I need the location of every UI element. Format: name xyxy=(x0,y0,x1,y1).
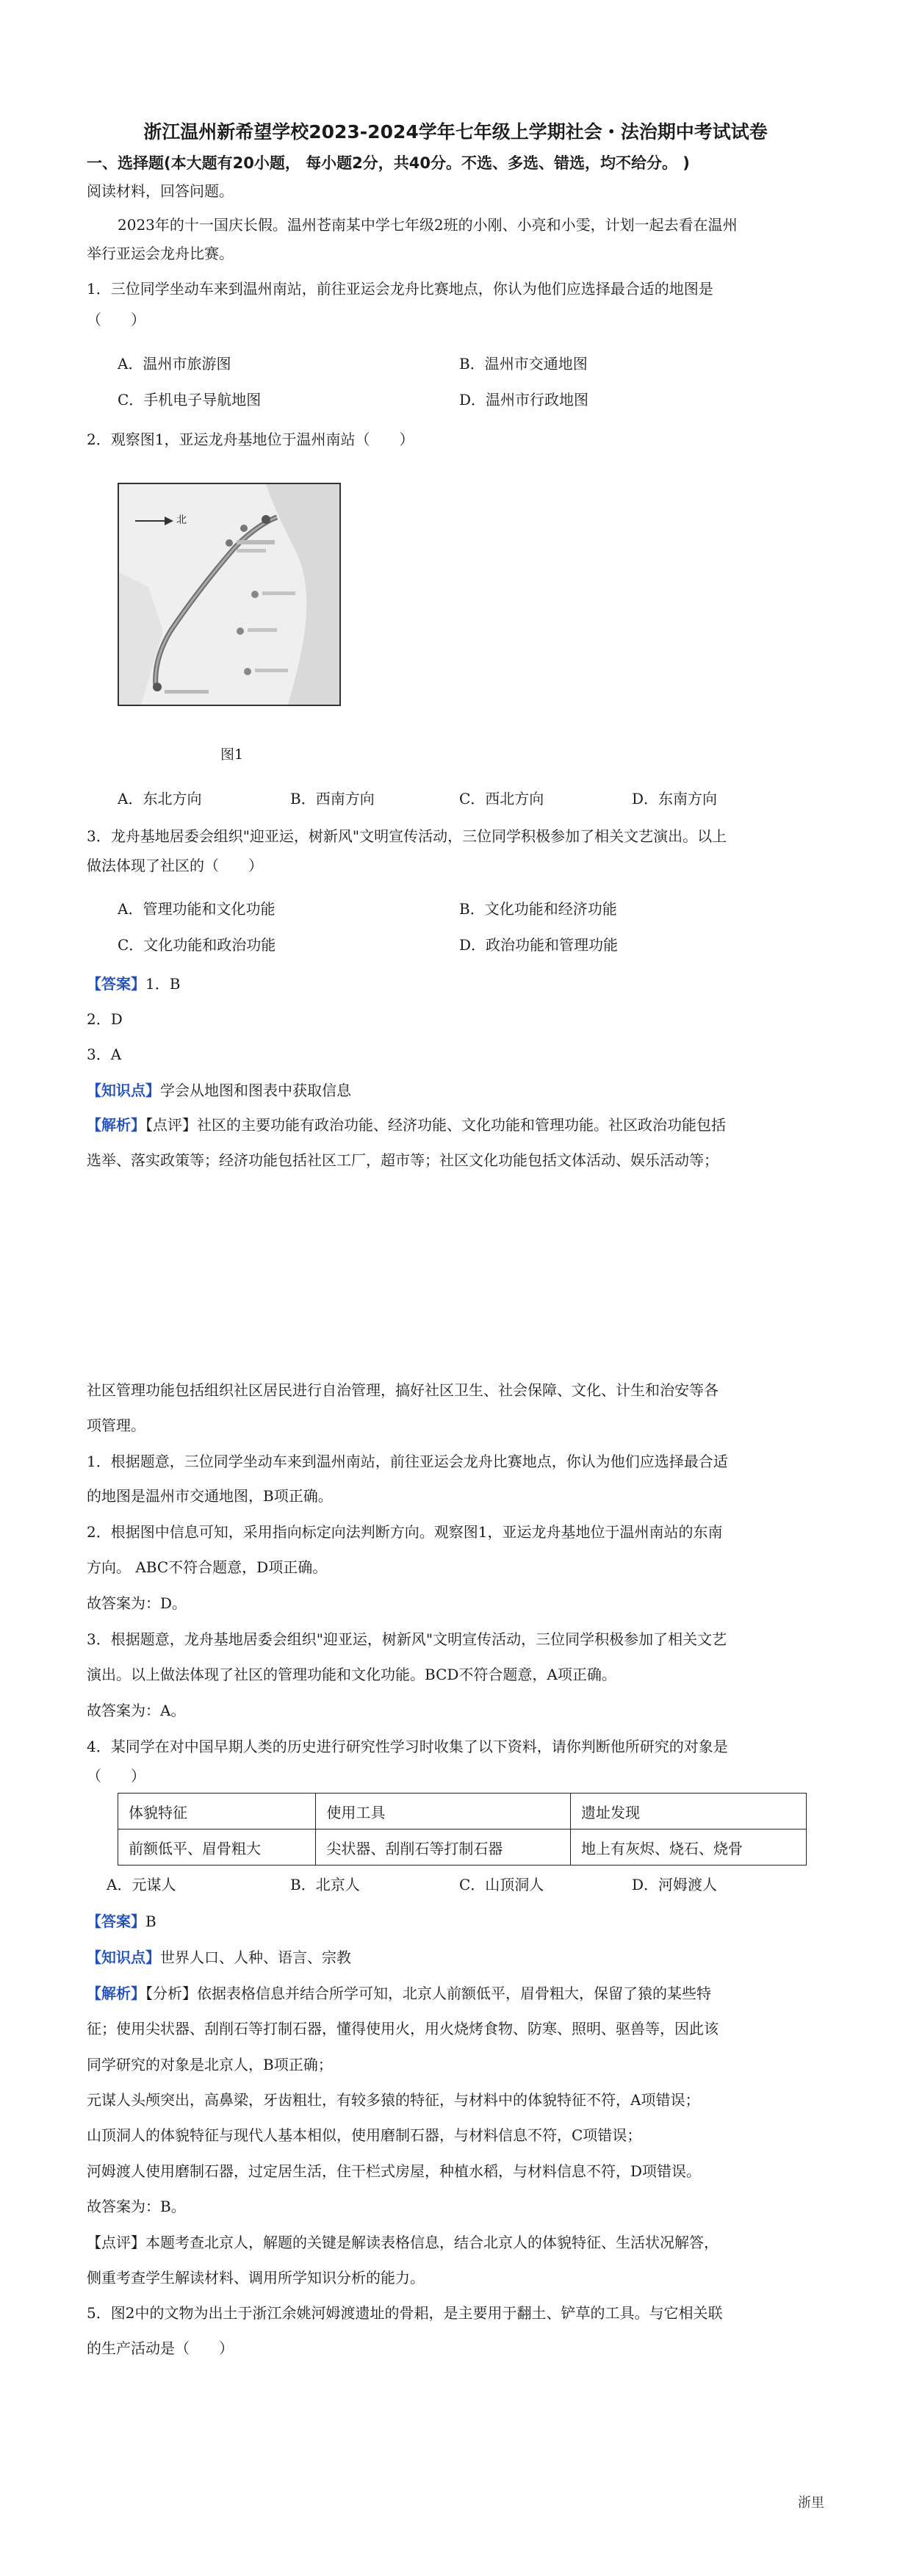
analysis-text: 同学研究的对象是北京人，B项正确； xyxy=(87,2056,333,2073)
intro-text: 阅读材料，回答问题。 xyxy=(87,182,234,200)
analysis-text: 元谋人头颅突出，高鼻梁，牙齿粗壮，有较多猿的特征，与材料中的体貌特征不符，A项错误； xyxy=(87,2091,700,2109)
knowledge-point-line xyxy=(87,1079,829,1101)
question-4: 4．某同学在对中国早期人类的历史进行研究性学习时收集了以下资料，请你判断他所研究的对象是 xyxy=(87,1738,728,1755)
analysis-line xyxy=(87,1114,829,1136)
analysis-line xyxy=(87,1982,829,2004)
analysis-label: 【解析】 xyxy=(87,1116,145,1134)
analysis-text: 河姆渡人使用磨制石器，过定居生活，住干栏式房屋，种植水稻，与材料信息不符，D项错误。 xyxy=(87,2162,702,2180)
knowledge-point-text: 学会从地图和图表中获取信息 xyxy=(160,1082,351,1099)
analysis-text: 社区管理功能包括组织社区居民进行自治管理，搞好社区卫生、社会保障、文化、计生和治安等各 xyxy=(87,1381,719,1399)
answer-3: 3．A xyxy=(87,1046,122,1063)
q3-option-a: A．管理功能和文化功能 xyxy=(118,900,276,918)
question-5: 的生产活动是（ ） xyxy=(87,2339,234,2357)
answer-2: 2．D xyxy=(87,1010,123,1028)
question-1-blank: （ ） xyxy=(87,311,145,328)
section-heading: 一、选择题(本大题有20小题， 每小题2分，共40分。不选、多选、错选，均不给分。 ) xyxy=(87,154,690,172)
q4-option-b: B．北京人 xyxy=(290,1876,360,1893)
explanation-3: 3．根据题意，龙舟基地居委会组织"迎亚运，树新风"文明宣传活动，三位同学积极参加了相关文艺 xyxy=(87,1630,727,1648)
question-1: 1．三位同学坐动车来到温州南站，前往亚运会龙舟比赛地点，你认为他们应选择最合适的地图是 xyxy=(87,280,713,298)
knowledge-point-text: 世界人口、人种、语言、宗教 xyxy=(160,1949,351,1966)
analysis-text: 山顶洞人的体貌特征与现代人基本相似，使用磨制石器，与材料信息不符，C项错误； xyxy=(87,2126,642,2144)
table-cell: 地上有灰烬、烧石、烧骨 xyxy=(571,1830,807,1866)
table-header-row xyxy=(118,1794,807,1830)
table-cell: 前额低平、眉骨粗大 xyxy=(118,1830,316,1866)
north-label: 北 xyxy=(176,514,187,526)
explanation-2: 方向。 ABC不符合题意，D项正确。 xyxy=(87,1558,328,1576)
material-text: 举行亚运会龙舟比赛。 xyxy=(87,245,234,262)
explanation-1: 1．根据题意，三位同学坐动车来到温州南站，前往亚运会龙舟比赛地点，你认为他们应选择最合适 xyxy=(87,1453,728,1470)
explanation-3: 演出。以上做法体现了社区的管理功能和文化功能。BCD不符合题意，A项正确。 xyxy=(87,1666,616,1683)
map-figure-1 xyxy=(118,483,341,706)
material-text: 2023年的十一国庆长假。温州苍南某中学七年级2班的小刚、小亮和小雯，计划一起去看在温州 xyxy=(118,216,738,234)
table-cell: 尖状器、刮削石等打制石器 xyxy=(316,1830,571,1866)
question-5: 5．图2中的文物为出土于浙江余姚河姆渡遗址的骨耜，是主要用于翻土、铲草的工具。与它相关联 xyxy=(87,2304,723,2322)
data-table xyxy=(118,1793,807,1866)
analysis-answer: 故答案为：B。 xyxy=(87,2198,186,2215)
q2-option-d: D．东南方向 xyxy=(632,790,718,807)
comment-text: 侧重考查学生解读材料、调用所学知识分析的能力。 xyxy=(87,2269,425,2287)
q1-option-b: B．温州市交通地图 xyxy=(459,355,588,373)
explanation-3-answer: 故答案为：A。 xyxy=(87,1702,186,1719)
table-cell: 遗址发现 xyxy=(571,1794,807,1830)
q2-option-a: A．东北方向 xyxy=(118,790,202,807)
q1-option-d: D．温州市行政地图 xyxy=(459,391,589,409)
table-cell: 使用工具 xyxy=(316,1794,571,1830)
map-drawing xyxy=(119,484,339,705)
q3-option-d: D．政治功能和管理功能 xyxy=(459,936,619,954)
q4-option-c: C．山顶洞人 xyxy=(459,1876,544,1893)
explanation-2: 2．根据图中信息可知，采用指向标定向法判断方向。观察图1，亚运龙舟基地位于温州南站的东南 xyxy=(87,1523,723,1541)
answer-1: 1．B xyxy=(145,975,181,993)
answer-line xyxy=(87,1910,829,1932)
explanation-2-answer: 故答案为：D。 xyxy=(87,1594,187,1612)
analysis-text: 征；使用尖状器、刮削石等打制石器，懂得使用火，用火烧烤食物、防寒、照明、驱兽等，因此该 xyxy=(87,2020,719,2037)
knowledge-point-label: 【知识点】 xyxy=(87,1949,160,1966)
analysis-text: 【点评】社区的主要功能有政治功能、经济功能、文化功能和管理功能。社区政治功能包括 xyxy=(145,1116,726,1134)
q3-option-c: C．文化功能和政治功能 xyxy=(118,936,276,954)
question-3: 3．龙舟基地居委会组织"迎亚运，树新风"文明宣传活动，三位同学积极参加了相关文艺演出。以上 xyxy=(87,827,727,845)
answer-4: B xyxy=(145,1913,156,1930)
station-marker-icon xyxy=(262,515,270,524)
question-2: 2．观察图1，亚运龙舟基地位于温州南站（ ） xyxy=(87,431,414,448)
answer-line xyxy=(87,973,829,995)
q4-option-a: A．元谋人 xyxy=(107,1876,176,1893)
q2-option-c: C．西北方向 xyxy=(459,790,544,807)
figure-caption: 图1 xyxy=(220,746,244,763)
table-cell: 体貌特征 xyxy=(118,1794,316,1830)
q2-option-b: B．西南方向 xyxy=(290,790,375,807)
analysis-text: 【分析】依据表格信息并结合所学可知，北京人前额低平，眉骨粗大，保留了猿的某些特 xyxy=(145,1985,711,2002)
q1-option-a: A．温州市旅游图 xyxy=(118,355,231,373)
q3-option-b: B．文化功能和经济功能 xyxy=(459,900,617,918)
analysis-label: 【解析】 xyxy=(87,1985,145,2002)
answer-label: 【答案】 xyxy=(87,975,145,993)
question-4-blank: （ ） xyxy=(87,1767,145,1785)
q4-option-d: D．河姆渡人 xyxy=(632,1876,718,1893)
analysis-text: 项管理。 xyxy=(87,1417,145,1434)
question-3: 做法体现了社区的（ ） xyxy=(87,857,263,874)
comment-text: 【点评】本题考查北京人，解题的关键是解读表格信息，结合北京人的体貌特征、生活状况解答， xyxy=(87,2234,719,2251)
knowledge-point-line xyxy=(87,1946,829,1968)
explanation-1: 的地图是温州市交通地图，B项正确。 xyxy=(87,1487,333,1505)
table-row xyxy=(118,1830,807,1866)
page-footer: 浙里 xyxy=(798,2495,824,2511)
boat-base-marker-icon xyxy=(153,683,162,691)
q1-option-c: C．手机电子导航地图 xyxy=(118,391,262,409)
analysis-text: 选举、落实政策等；经济功能包括社区工厂，超市等；社区文化功能包括文体活动、娱乐活动等； xyxy=(87,1151,719,1169)
knowledge-point-label: 【知识点】 xyxy=(87,1082,160,1099)
answer-label: 【答案】 xyxy=(87,1913,145,1930)
page-title: 浙江温州新希望学校2023-2024学年七年级上学期社会・法治期中考试试卷 xyxy=(143,121,768,143)
